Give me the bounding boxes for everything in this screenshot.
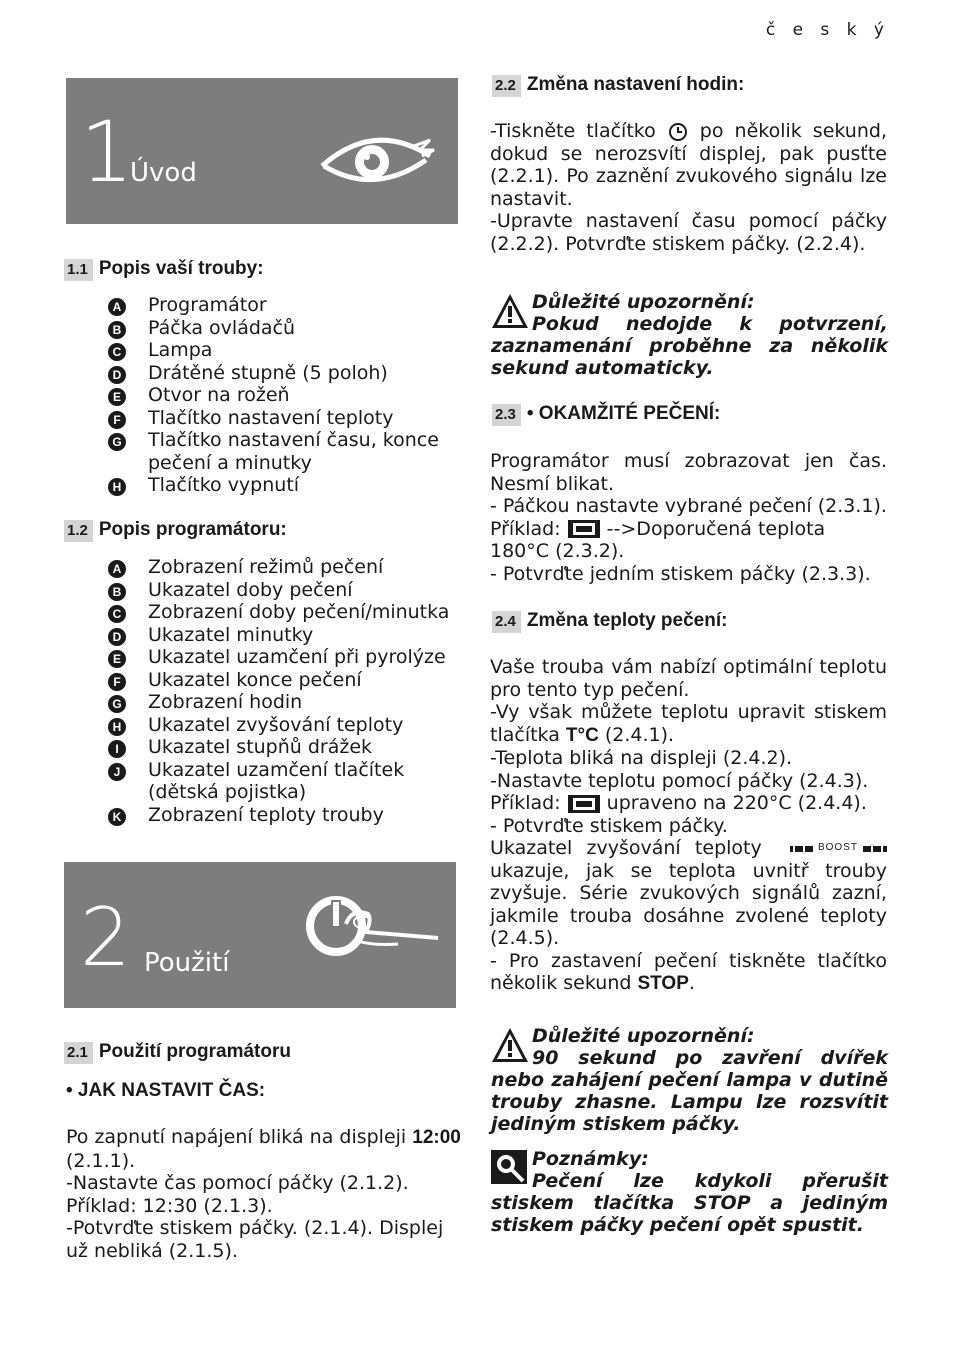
list-item [108, 429, 448, 474]
chapter-1-banner [66, 78, 458, 224]
letter-marker: F [108, 673, 126, 691]
warning-icon [491, 293, 529, 329]
chapter-number: 1 [80, 103, 134, 201]
list-item [108, 407, 448, 430]
warning-block-2: Důležité upozornění: 90 sekund po zavření dvířek nebo zahájení pečení lampa v dutině trouby zhasne. Lampu lze rozsvítit jediným stiskem páčky. [491, 1025, 888, 1135]
section-title: Popis programátoru: [98, 519, 287, 540]
letter-marker: H [108, 718, 126, 736]
oven-mode-icon [567, 519, 601, 539]
list-item [108, 669, 458, 692]
list-item-text: Zobrazení doby pečení/minutka [148, 601, 450, 623]
magnifier-note-icon [491, 1150, 527, 1184]
list-item-text: Ukazatel stupňů drážek [148, 736, 373, 758]
section-2-1-heading [64, 1041, 291, 1064]
letter-marker: C [108, 343, 126, 361]
list-item-text: Ukazatel doby pečení [148, 578, 353, 601]
section-number: 1.1 [64, 259, 93, 281]
section-1-2-heading [64, 519, 287, 542]
list-item-text: Ukazatel konce pečení [148, 668, 362, 691]
finger-button-icon [302, 894, 442, 966]
list-item-text: Tlačítko nastavení času, konce pečení a minutky [148, 429, 439, 474]
list-item [108, 579, 458, 602]
section-2-1-text: Po zapnutí napájení bliká na displeji 12:00 (2.1.1). -Nastavte čas pomocí páčky (2.1.2). Příklad: 12:30 (2.1.3). -Potvrďte stiskem páčky. (2.1.4). Displej už nebliká (2.1.5). [66, 1126, 461, 1262]
list-item-text: Ukazatel uzamčení tlačítek (dětská pojistka) [148, 758, 405, 803]
list-item [108, 691, 458, 714]
chapter-title: Úvod [130, 158, 197, 188]
section-number: 2.4 [492, 611, 521, 633]
section-title: Použití programátoru [98, 1041, 291, 1062]
eye-icon [316, 126, 440, 194]
list-item [108, 624, 458, 647]
list-item-text: Lampa [148, 339, 213, 361]
letter-marker: E [108, 388, 126, 406]
list-item-text: Otvor na rožeň [148, 384, 290, 406]
section-title: Změna teploty pečení: [526, 610, 728, 631]
letter-marker: I [108, 740, 126, 758]
letter-marker: E [108, 650, 126, 668]
letter-marker: A [108, 298, 126, 316]
letter-marker: G [108, 433, 126, 451]
list-item [108, 646, 458, 669]
list-item-text: Zobrazení režimů pečení [148, 556, 384, 578]
language-label: č e s k ý [765, 20, 890, 40]
programmer-parts-list [108, 556, 458, 826]
section-number: 1.2 [64, 520, 93, 542]
list-item [108, 317, 448, 340]
list-item [108, 339, 448, 362]
section-title: Popis vaší trouby: [98, 258, 264, 279]
letter-marker: B [108, 583, 126, 601]
list-item [108, 736, 458, 759]
list-item [108, 601, 458, 624]
list-item [108, 384, 448, 407]
list-item [108, 294, 448, 317]
chapter-title: Použití [144, 948, 230, 978]
oven-mode-icon [567, 794, 601, 814]
list-item [108, 556, 458, 579]
section-2-3-heading [492, 403, 720, 426]
list-item-text: Ukazatel uzamčení při pyrolýze [148, 646, 446, 668]
list-item [108, 714, 458, 737]
section-title: Změna nastavení hodin: [526, 74, 745, 95]
oven-parts-list [108, 294, 448, 497]
chapter-number: 2 [80, 891, 131, 984]
section-number: 2.2 [492, 75, 521, 97]
section-2-4-heading [492, 610, 727, 633]
section-2-4-text: Vaše trouba vám nabízí optimální teplotu pro tento typ pečení. -Vy však můžete teplotu upravit stiskem tlačítka T°C (2.4.1). -Teplota bliká na displeji (2.4.2). -Nastavte teplotu pomocí páčky (2.4.3). Příklad: upraveno na 220°C (2.4.4). - Potvrďte stiskem páčky. Ukazatel zvyšování teploty BOOST ukazuje, jak se teplota uvnitř trouby zvyšuje. Série zvukových signálů zazní, jakmile trouba dosáhne zvolené teploty (2.4.5). - Pro zastavení pečení tiskněte tlačítko několik sekund STOP. [490, 656, 887, 995]
section-2-2-heading [492, 74, 744, 97]
section-number: 2.1 [64, 1042, 93, 1064]
letter-marker: A [108, 560, 126, 578]
section-2-3-text: Programátor musí zobrazovat jen čas. Nesmí blikat. - Páčkou nastavte vybrané pečení (2.3.1). Příklad: -->Doporučená teplota 180°C (2.3.2). - Potvrďte jedním stiskem páčky (2.3.3). [490, 450, 887, 585]
list-item-text: Programátor [148, 294, 267, 316]
set-time-subtitle: • JAK NASTAVIT ČAS: [66, 1080, 266, 1101]
list-item-text: Drátěné stupně (5 poloh) [148, 361, 388, 384]
list-item-text: Ukazatel minutky [148, 623, 314, 646]
list-item-text: Ukazatel zvyšování teploty [148, 713, 404, 736]
chapter-2-banner [64, 862, 456, 1008]
clock-icon [667, 122, 689, 142]
list-item-text: Páčka ovládačů [148, 316, 296, 339]
list-item-text: Tlačítko vypnutí [148, 474, 300, 496]
warning-icon [491, 1027, 529, 1063]
list-item [108, 362, 448, 385]
list-item [108, 759, 458, 804]
section-title: • OKAMŽITÉ PEČENÍ: [526, 403, 721, 424]
note-block: Poznámky: Pečení lze kdykoli přerušit stiskem tlačítka STOP a jediným stiskem páčky pečení opět spustit. [491, 1148, 888, 1236]
list-item-text: Tlačítko nastavení teploty [148, 406, 394, 429]
letter-marker: K [108, 808, 126, 826]
letter-marker: D [108, 628, 126, 646]
list-item [108, 474, 448, 497]
letter-marker: C [108, 605, 126, 623]
section-1-1-heading [64, 258, 264, 281]
letter-marker: B [108, 321, 126, 339]
letter-marker: H [108, 478, 126, 496]
letter-marker: J [108, 763, 126, 781]
list-item-text: Zobrazení hodin [148, 691, 303, 713]
warning-block-1: Důležité upozornění: Pokud nedojde k potvrzení, zaznamenání proběhne za několik sekund automaticky. [491, 291, 888, 379]
list-item [108, 804, 458, 827]
list-item-text: Zobrazení teploty trouby [148, 803, 384, 826]
boost-indicator-icon: BOOST [790, 837, 887, 860]
section-2-2-text: -Tiskněte tlačítko po několik sekund, dokud se nerozsvítí displej, pak pusťte (2.2.1). Po zaznění zvukového signálu lze nastavit. -Upravte nastavení času pomocí páčky (2.2.2). Potvrďte stiskem páčky. (2.2.4). [490, 120, 887, 255]
letter-marker: D [108, 366, 126, 384]
letter-marker: F [108, 411, 126, 429]
letter-marker: G [108, 695, 126, 713]
section-number: 2.3 [492, 404, 521, 426]
